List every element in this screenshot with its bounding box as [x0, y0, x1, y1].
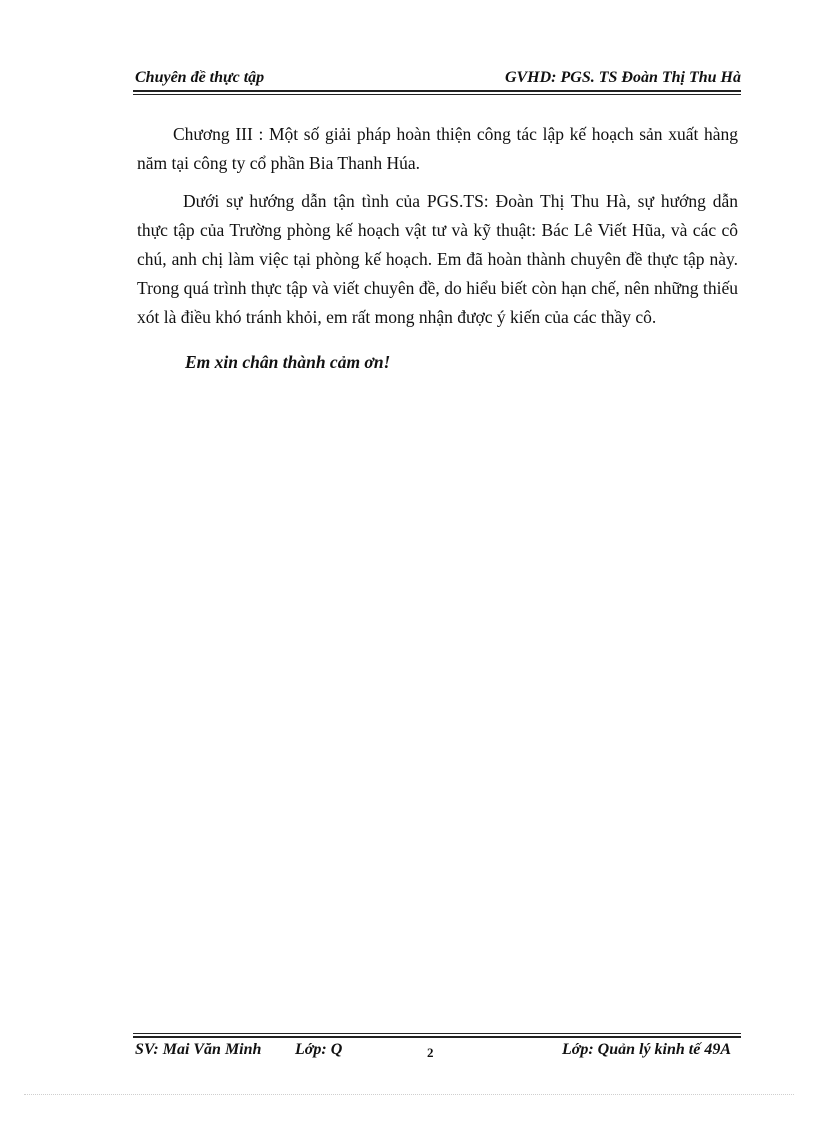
- footer-rule-thick: [133, 1036, 741, 1038]
- footer-class-full: Lớp: Quản lý kinh tế 49A: [561, 1041, 731, 1058]
- footer-class-short: Lớp: Q: [295, 1041, 343, 1058]
- closing-thanks: Em xin chân thành cảm ơn!: [185, 352, 391, 372]
- header-rule-thin: [133, 94, 741, 95]
- page-number: 2: [427, 1045, 434, 1060]
- paragraph-acknowledgement: Dưới sự hướng dẫn tận tình của PGS.TS: Đoàn Thị Thu Hà, sự hướng dẫn thực tập của Trường phòng kế hoạch vật tư và kỹ thuật: Bác Lê Viết Hũa, và các cô chú, anh chị làm việc tại phòng kế hoạch. Em đã hoàn thành chuyên đề thực tập này. Trong quá trình thực tập và viết chuyên đề, do hiểu biết còn hạn chế, nên những thiếu xót là điều khó tránh khỏi, em rất mong nhận được ý kiến của các thầy cô.: [137, 191, 738, 327]
- header-course-title: Chuyên đề thực tập: [135, 69, 265, 86]
- header-rule-thick: [133, 90, 741, 92]
- header-supervisor: GVHD: PGS. TS Đoàn Thị Thu Hà: [504, 69, 741, 86]
- page-footer: [133, 1041, 741, 1063]
- page-header: [133, 66, 741, 88]
- paragraph-chapter-three: Chương III : Một số giải pháp hoàn thiện công tác lập kế hoạch sản xuất hàng năm tại công ty cổ phần Bia Thanh Húa.: [137, 124, 738, 173]
- footer-student-name: SV: Mai Văn Minh: [135, 1041, 262, 1058]
- page-bottom-divider: [24, 1094, 794, 1095]
- footer-rule-thin: [133, 1033, 741, 1034]
- body-text: [137, 120, 738, 341]
